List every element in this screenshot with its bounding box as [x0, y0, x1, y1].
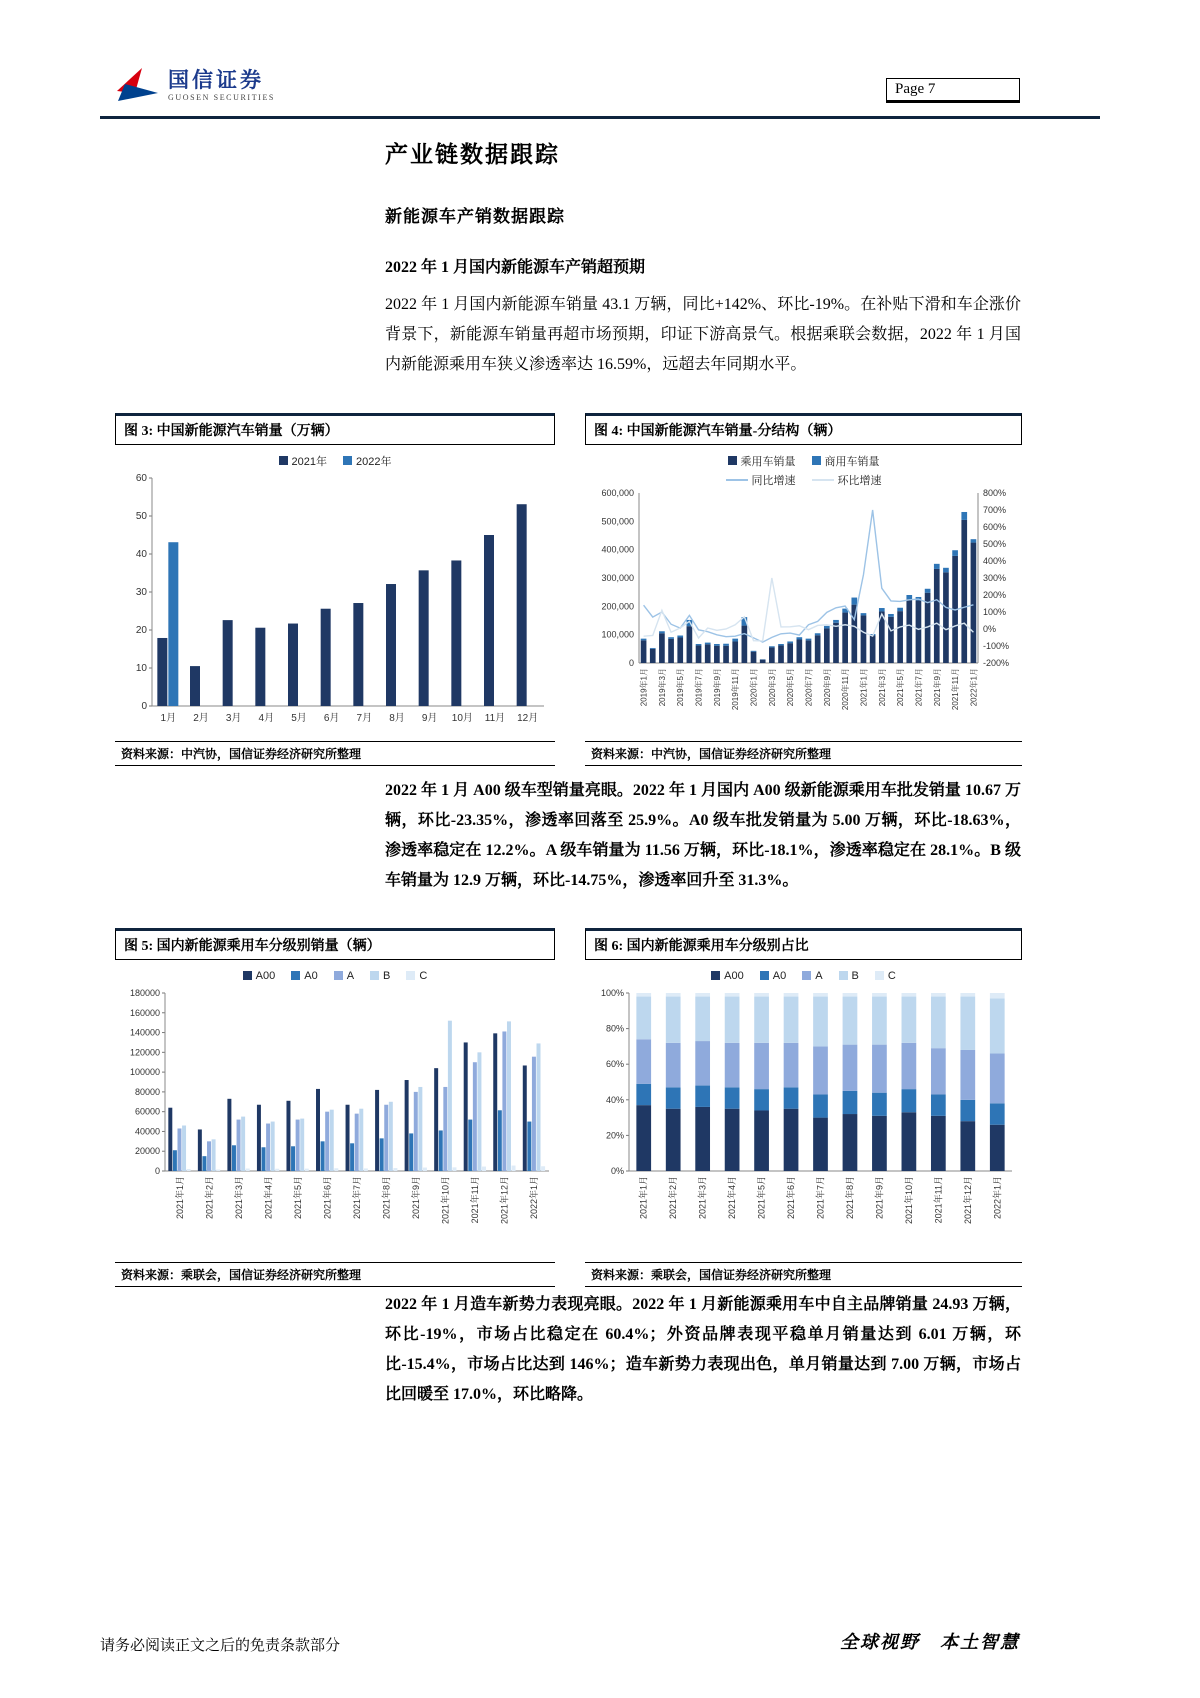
svg-text:600%: 600%: [983, 522, 1007, 532]
svg-text:8月: 8月: [389, 713, 405, 724]
legend-marker: [291, 971, 300, 980]
brand-name-cn: 国信证券: [168, 68, 264, 92]
figure-4-legend-bars: [585, 451, 1022, 470]
figure-5-title: 图 5: 国内新能源乘用车分级别销量（辆）: [115, 928, 555, 960]
paragraph-overview: 2022 年 1 月国内新能源车销量 43.1 万辆，同比+142%、环比-19%。在补贴下滑和车企涨价背景下，新能源车销量再超市场预期，印证下游高景气。根据乘联会数据，2022 年 1 月国内新能源乘用车狭义渗透率达 16.59%，远超去年同期水平。: [385, 296, 1021, 373]
legend-label: A00: [255, 969, 276, 982]
paragraph-a00-body: 2022 年 1 月国内 A00 级新能源乘用车批发销量 10.67 万辆，环比-23.35%，渗透率回落至 25.9%。A0 级车批发销量为 5.00 万辆，环比-18.63%，渗透率稳定在 12.2%。A 级车销量为 11.56 万辆，环比-18.1%，渗透率稳定在 28.1%。B 级车销量为 12.9 万辆，环比-14.75%，渗透率回升至 31.3%。: [385, 782, 1021, 889]
svg-text:120000: 120000: [129, 1047, 160, 1058]
legend-label: 环比增速: [837, 474, 882, 487]
section-title: 产业链数据跟踪: [385, 142, 560, 167]
footer-disclaimer: 请务必阅读正文之后的免责条款部分: [100, 1638, 341, 1654]
legend-label: A00: [724, 969, 744, 982]
svg-text:2021年12月: 2021年12月: [962, 1176, 973, 1225]
svg-text:2021年7月: 2021年7月: [914, 668, 924, 707]
svg-text:300,000: 300,000: [601, 573, 634, 583]
svg-text:2020年3月: 2020年3月: [767, 668, 777, 707]
svg-text:500,000: 500,000: [601, 516, 634, 527]
guosen-logo-icon: [114, 66, 160, 106]
legend-item: [334, 970, 354, 982]
figure-3-title: 图 3: 中国新能源汽车销量（万辆）: [115, 413, 555, 445]
legend-label: 乘用车销量: [740, 455, 796, 468]
svg-text:2021年9月: 2021年9月: [874, 1176, 885, 1220]
svg-text:80%: 80%: [605, 1023, 624, 1034]
legend-label: A: [815, 969, 823, 982]
svg-text:0%: 0%: [983, 624, 997, 634]
svg-text:9月: 9月: [421, 713, 438, 724]
figure-4-chart: [585, 445, 1022, 741]
svg-text:200%: 200%: [983, 590, 1007, 600]
svg-text:-200%: -200%: [983, 658, 1010, 668]
svg-text:100%: 100%: [600, 988, 624, 998]
svg-text:2021年5月: 2021年5月: [896, 668, 906, 707]
svg-text:2021年3月: 2021年3月: [697, 1176, 708, 1220]
legend-item: [711, 970, 744, 982]
figure-5: [115, 928, 555, 1287]
svg-text:140000: 140000: [129, 1027, 160, 1038]
svg-text:0%: 0%: [610, 1166, 624, 1176]
paragraph-a00-lead: 2022 年 1 月 A00 级车型销量亮眼。: [385, 782, 633, 799]
svg-text:2021年3月: 2021年3月: [877, 668, 887, 707]
legend-marker: [726, 479, 748, 481]
svg-text:30: 30: [135, 587, 147, 598]
figure-4: [585, 413, 1022, 766]
legend-marker: [812, 479, 834, 481]
section-subtitle: 新能源车产销数据跟踪: [385, 207, 565, 226]
figure-3: [115, 413, 555, 766]
svg-text:1月: 1月: [160, 713, 177, 724]
svg-text:500%: 500%: [983, 539, 1007, 549]
svg-text:600,000: 600,000: [601, 489, 634, 498]
svg-text:2020年11月: 2020年11月: [841, 668, 851, 711]
svg-text:400%: 400%: [983, 556, 1007, 566]
svg-text:2021年4月: 2021年4月: [727, 1176, 738, 1220]
svg-text:2021年10月: 2021年10月: [903, 1176, 914, 1225]
svg-text:60000: 60000: [134, 1106, 160, 1117]
brand-text: [168, 70, 275, 102]
brand-logo: [114, 66, 275, 106]
figure-6-chart: [585, 960, 1022, 1262]
svg-text:200,000: 200,000: [601, 601, 634, 612]
svg-text:80000: 80000: [134, 1086, 160, 1097]
svg-text:2022年1月: 2022年1月: [529, 1176, 540, 1220]
legend-marker: [711, 971, 720, 980]
legend-marker: [243, 971, 252, 980]
legend-item: [728, 453, 796, 469]
svg-text:2019年1月: 2019年1月: [639, 668, 649, 707]
svg-text:2021年8月: 2021年8月: [381, 1176, 392, 1220]
svg-text:10月: 10月: [451, 713, 473, 724]
svg-text:180000: 180000: [129, 988, 160, 998]
svg-text:100000: 100000: [129, 1067, 160, 1078]
legend-item: [406, 970, 427, 982]
svg-text:6月: 6月: [323, 713, 340, 724]
svg-text:2019年9月: 2019年9月: [712, 668, 722, 707]
svg-text:50: 50: [135, 511, 147, 522]
svg-text:0: 0: [628, 658, 634, 668]
svg-text:60%: 60%: [605, 1059, 624, 1070]
legend-item: [812, 453, 880, 469]
svg-text:40: 40: [135, 549, 147, 560]
svg-text:2021年3月: 2021年3月: [233, 1176, 244, 1220]
svg-text:2021年12月: 2021年12月: [499, 1176, 510, 1225]
figure-4-plot: [585, 489, 1022, 735]
legend-label: A: [346, 969, 355, 982]
legend-marker: [406, 971, 415, 980]
page-number-box: Page 7: [886, 78, 1020, 103]
svg-text:2020年5月: 2020年5月: [786, 668, 796, 707]
svg-text:2021年1月: 2021年1月: [638, 1176, 649, 1220]
svg-text:2021年5月: 2021年5月: [292, 1176, 303, 1220]
figure-3-chart: [115, 445, 555, 741]
legend-label: C: [419, 969, 428, 982]
footer-slogan: 全球视野 本土智慧: [840, 1632, 1020, 1652]
legend-label: 2021年: [291, 455, 327, 468]
svg-text:2021年4月: 2021年4月: [263, 1176, 274, 1220]
figure-row-1: [115, 413, 1022, 766]
svg-text:2021年11月: 2021年11月: [470, 1176, 481, 1224]
svg-text:12月: 12月: [517, 713, 539, 724]
svg-text:2021年9月: 2021年9月: [932, 668, 942, 707]
heading-jan-sales: 2022 年 1 月国内新能源车产销超预期: [385, 259, 646, 276]
legend-label: A0: [304, 969, 318, 982]
svg-text:5月: 5月: [291, 713, 307, 724]
svg-text:2021年8月: 2021年8月: [844, 1176, 855, 1220]
svg-text:2019年5月: 2019年5月: [676, 668, 686, 707]
svg-text:3月: 3月: [225, 713, 242, 724]
legend-item: [370, 970, 390, 982]
svg-text:700%: 700%: [983, 505, 1007, 515]
figure-3-source: 资料来源：中汽协，国信证券经济研究所整理: [115, 741, 555, 766]
figure-6-source: 资料来源：乘联会，国信证券经济研究所整理: [585, 1262, 1022, 1287]
svg-text:11月: 11月: [484, 713, 506, 724]
legend-item: [812, 472, 882, 488]
paragraph-new-forces-body: 2022 年 1 月新能源乘用车中自主品牌销量 24.93 万辆，环比-19%，市场占比稳定在 60.4%；外资品牌表现平稳单月销量达到 6.01 万辆，环比-15.4%，市场占比达到 146%；造车新势力表现出色，单月销量达到 7.00 万辆，市场占比回暖至 17.0%，环比略降。: [385, 1296, 1021, 1403]
legend-label: A0: [772, 969, 787, 982]
svg-text:2021年2月: 2021年2月: [668, 1176, 679, 1220]
legend-label: 2022年: [356, 455, 392, 468]
figure-6-legend: [585, 966, 1022, 985]
svg-text:2021年6月: 2021年6月: [786, 1176, 797, 1220]
svg-text:100%: 100%: [983, 607, 1007, 617]
legend-marker: [728, 456, 737, 465]
svg-text:2021年9月: 2021年9月: [411, 1176, 422, 1220]
svg-text:2019年3月: 2019年3月: [657, 668, 667, 707]
legend-label: B: [383, 969, 391, 982]
figure-6: [585, 928, 1022, 1287]
svg-text:2019年7月: 2019年7月: [694, 668, 704, 707]
svg-text:2021年10月: 2021年10月: [440, 1176, 451, 1225]
figure-4-title: 图 4: 中国新能源汽车销量-分结构（辆）: [585, 413, 1022, 445]
svg-text:7月: 7月: [356, 713, 373, 724]
legend-item: [875, 970, 896, 982]
legend-item: [726, 472, 796, 488]
figure-4-source: 资料来源：中汽协，国信证券经济研究所整理: [585, 741, 1022, 766]
legend-item: [343, 453, 391, 469]
svg-text:100,000: 100,000: [601, 629, 634, 640]
paragraph-new-forces: [385, 1290, 1021, 1410]
svg-text:160000: 160000: [129, 1007, 160, 1018]
figure-5-legend: [115, 966, 555, 985]
legend-marker: [812, 456, 821, 465]
legend-marker: [343, 456, 352, 465]
legend-item: [279, 453, 327, 469]
svg-text:2月: 2月: [193, 713, 209, 724]
svg-text:2021年6月: 2021年6月: [322, 1176, 333, 1220]
legend-marker: [839, 971, 848, 980]
legend-label: C: [887, 969, 896, 982]
legend-item: [760, 970, 786, 982]
figure-5-plot: [115, 985, 555, 1255]
svg-text:2021年2月: 2021年2月: [204, 1176, 215, 1220]
svg-text:2022年1月: 2022年1月: [969, 668, 979, 707]
svg-text:300%: 300%: [983, 573, 1007, 583]
svg-text:2020年9月: 2020年9月: [822, 668, 832, 707]
svg-text:4月: 4月: [258, 713, 275, 724]
legend-marker: [760, 971, 769, 980]
figure-3-plot: [116, 470, 554, 732]
legend-item: [802, 970, 822, 982]
svg-text:40%: 40%: [605, 1094, 624, 1105]
legend-item: [291, 970, 317, 982]
svg-text:2019年11月: 2019年11月: [731, 668, 741, 711]
svg-text:2021年7月: 2021年7月: [815, 1176, 826, 1220]
svg-text:60: 60: [135, 473, 147, 484]
svg-text:2021年11月: 2021年11月: [933, 1176, 944, 1224]
figure-4-legend-lines: [585, 470, 1022, 489]
svg-text:-100%: -100%: [983, 641, 1010, 651]
svg-text:10: 10: [135, 663, 147, 674]
legend-label: 商用车销量: [824, 455, 880, 468]
svg-text:2021年11月: 2021年11月: [951, 668, 961, 711]
legend-label: 同比增速: [751, 474, 796, 487]
legend-marker: [370, 971, 379, 980]
svg-text:2021年7月: 2021年7月: [352, 1176, 362, 1220]
figure-6-title: 图 6: 国内新能源乘用车分级别占比: [585, 928, 1022, 960]
brand-name-en: GUOSEN SECURITIES: [168, 93, 275, 102]
legend-item: [839, 970, 859, 982]
legend-marker: [802, 971, 811, 980]
figure-6-plot: [585, 985, 1022, 1255]
svg-text:800%: 800%: [983, 489, 1007, 498]
paragraph-a00: [385, 776, 1021, 896]
legend-marker: [334, 971, 343, 980]
paragraph-new-forces-lead: 2022 年 1 月造车新势力表现亮眼。: [385, 1296, 633, 1313]
figure-3-legend: [115, 451, 555, 470]
svg-text:0: 0: [141, 701, 147, 712]
svg-text:2021年1月: 2021年1月: [174, 1176, 185, 1220]
legend-marker: [279, 456, 288, 465]
legend-item: [243, 970, 276, 982]
legend-marker: [875, 971, 884, 980]
figure-5-chart: [115, 960, 555, 1262]
svg-text:20: 20: [135, 625, 147, 636]
svg-text:2021年5月: 2021年5月: [756, 1176, 767, 1220]
svg-text:40000: 40000: [134, 1126, 160, 1137]
svg-text:20000: 20000: [134, 1146, 160, 1157]
svg-text:0: 0: [154, 1166, 160, 1176]
legend-label: B: [851, 969, 859, 982]
svg-text:2022年1月: 2022年1月: [992, 1176, 1003, 1220]
svg-text:20%: 20%: [605, 1130, 624, 1141]
figure-row-2: [115, 928, 1022, 1287]
svg-text:2021年1月: 2021年1月: [859, 668, 869, 707]
svg-text:400,000: 400,000: [601, 544, 634, 555]
svg-text:2020年1月: 2020年1月: [749, 668, 759, 707]
svg-text:2020年7月: 2020年7月: [804, 668, 814, 707]
figure-5-source: 资料来源：乘联会，国信证券经济研究所整理: [115, 1262, 555, 1287]
page-header: [100, 64, 1100, 119]
